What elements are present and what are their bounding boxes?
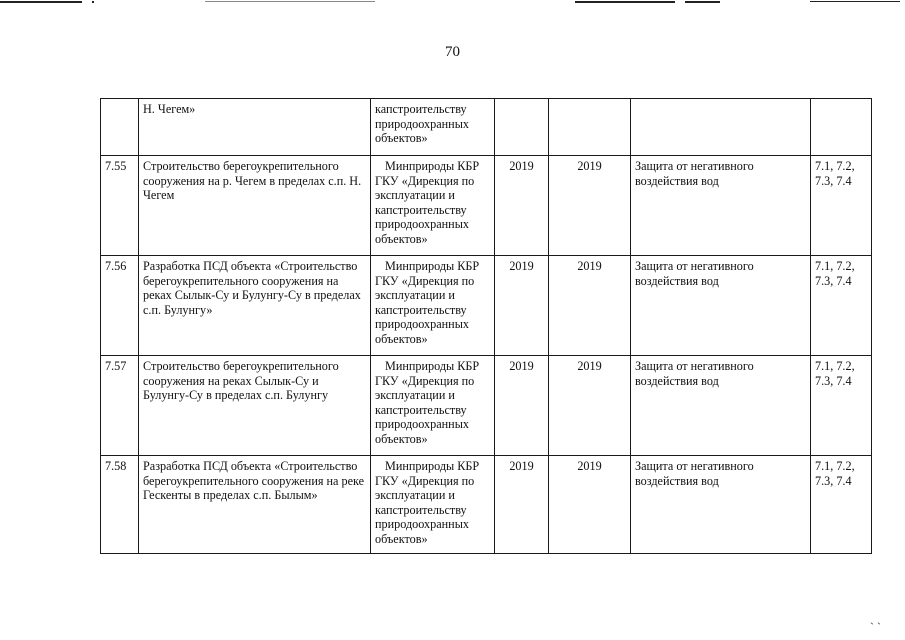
scan-artifact-line (92, 1, 94, 3)
start-year-cell: 2019 (495, 156, 549, 256)
scan-artifact-line (810, 1, 900, 2)
responsible-line: Минприроды КБР (385, 159, 480, 173)
indicators-cell: 7.1, 7.2, 7.3, 7.4 (811, 156, 872, 256)
responsible-line: ГКУ «Дирекция по (375, 473, 475, 488)
table-row (101, 456, 872, 554)
measures-table (100, 98, 872, 554)
end-year-cell: 2019 (549, 356, 631, 456)
row-number-cell: 7.56 (101, 256, 139, 356)
table-row (101, 99, 872, 156)
responsible-line: объектов» (375, 431, 428, 446)
scan-artifact-line (0, 1, 82, 3)
table-body (101, 99, 872, 554)
responsible-line: природоохранных (375, 517, 469, 532)
responsible-line: объектов» (375, 331, 428, 346)
responsible-cell (371, 456, 495, 554)
scan-artifact-line (575, 1, 675, 3)
responsible-line: объектов» (375, 531, 428, 546)
table-row (101, 256, 872, 356)
responsible-line: эксплуатации и (375, 188, 455, 203)
responsible-line: Минприроды КБР (385, 459, 480, 473)
end-year-cell (549, 99, 631, 156)
responsible-line: Минприроды КБР (385, 259, 480, 273)
responsible-cell (371, 256, 495, 356)
responsible-cell (371, 99, 495, 156)
responsible-cell (371, 356, 495, 456)
row-number-cell: 7.55 (101, 156, 139, 256)
responsible-line: капстроительству (375, 302, 467, 317)
measure-name-cell: Строительство берегоукрепительного сооружения на р. Чегем в пределах с.п. Н. Чегем (139, 156, 371, 256)
measure-name-cell: Строительство берегоукрепительного сооружения на реках Сылык-Су и Булунгу-Су в пределах с.п. Булунгу (139, 356, 371, 456)
responsible-line: эксплуатации и (375, 388, 455, 403)
indicators-cell: 7.1, 7.2, 7.3, 7.4 (811, 356, 872, 456)
measure-name-cell: Разработка ПСД объекта «Строительство берегоукрепительного сооружения на реке Гескенты в пределах с.п. Былым» (139, 456, 371, 554)
responsible-line: Минприроды КБР (385, 359, 480, 373)
result-cell (631, 99, 811, 156)
measure-name-cell: Разработка ПСД объекта «Строительство берегоукрепительного сооружения на реках Сылык-Су и Булунгу-Су в пределах с.п. Булунгу» (139, 256, 371, 356)
responsible-line: ГКУ «Дирекция по (375, 373, 475, 388)
responsible-cell (371, 156, 495, 256)
responsible-line: капстроительству (375, 402, 467, 417)
responsible-line: эксплуатации и (375, 288, 455, 303)
row-number-cell: 7.57 (101, 356, 139, 456)
end-year-cell: 2019 (549, 156, 631, 256)
responsible-line: объектов» (375, 131, 428, 146)
start-year-cell: 2019 (495, 356, 549, 456)
responsible-line: ГКУ «Дирекция по (375, 173, 475, 188)
scan-corner-mark: ˏ ˎ (870, 611, 881, 625)
table-row (101, 356, 872, 456)
responsible-line: объектов» (375, 231, 428, 246)
start-year-cell: 2019 (495, 456, 549, 554)
responsible-line: ГКУ «Дирекция по (375, 273, 475, 288)
scan-artifact-line (685, 1, 720, 3)
indicators-cell: 7.1, 7.2, 7.3, 7.4 (811, 456, 872, 554)
indicators-cell: 7.1, 7.2, 7.3, 7.4 (811, 256, 872, 356)
page-number: 70 (445, 44, 460, 60)
row-number-cell (101, 99, 139, 156)
responsible-line: природоохранных (375, 417, 469, 432)
row-number-cell: 7.58 (101, 456, 139, 554)
end-year-cell: 2019 (549, 456, 631, 554)
result-cell: Защита от негативного воздействия вод (631, 456, 811, 554)
responsible-line: капстроительству (375, 202, 467, 217)
table-row (101, 156, 872, 256)
result-cell: Защита от негативного воздействия вод (631, 156, 811, 256)
responsible-line: капстроительству (375, 102, 467, 116)
responsible-line: капстроительству (375, 502, 467, 517)
scan-artifact-line (205, 1, 375, 2)
start-year-cell (495, 99, 549, 156)
responsible-line: эксплуатации и (375, 488, 455, 503)
responsible-line: природоохранных (375, 217, 469, 232)
result-cell: Защита от негативного воздействия вод (631, 356, 811, 456)
end-year-cell: 2019 (549, 256, 631, 356)
responsible-line: природоохранных (375, 317, 469, 332)
measure-name-cell: Н. Чегем» (139, 99, 371, 156)
indicators-cell (811, 99, 872, 156)
start-year-cell: 2019 (495, 256, 549, 356)
responsible-line: природоохранных (375, 116, 469, 131)
result-cell: Защита от негативного воздействия вод (631, 256, 811, 356)
